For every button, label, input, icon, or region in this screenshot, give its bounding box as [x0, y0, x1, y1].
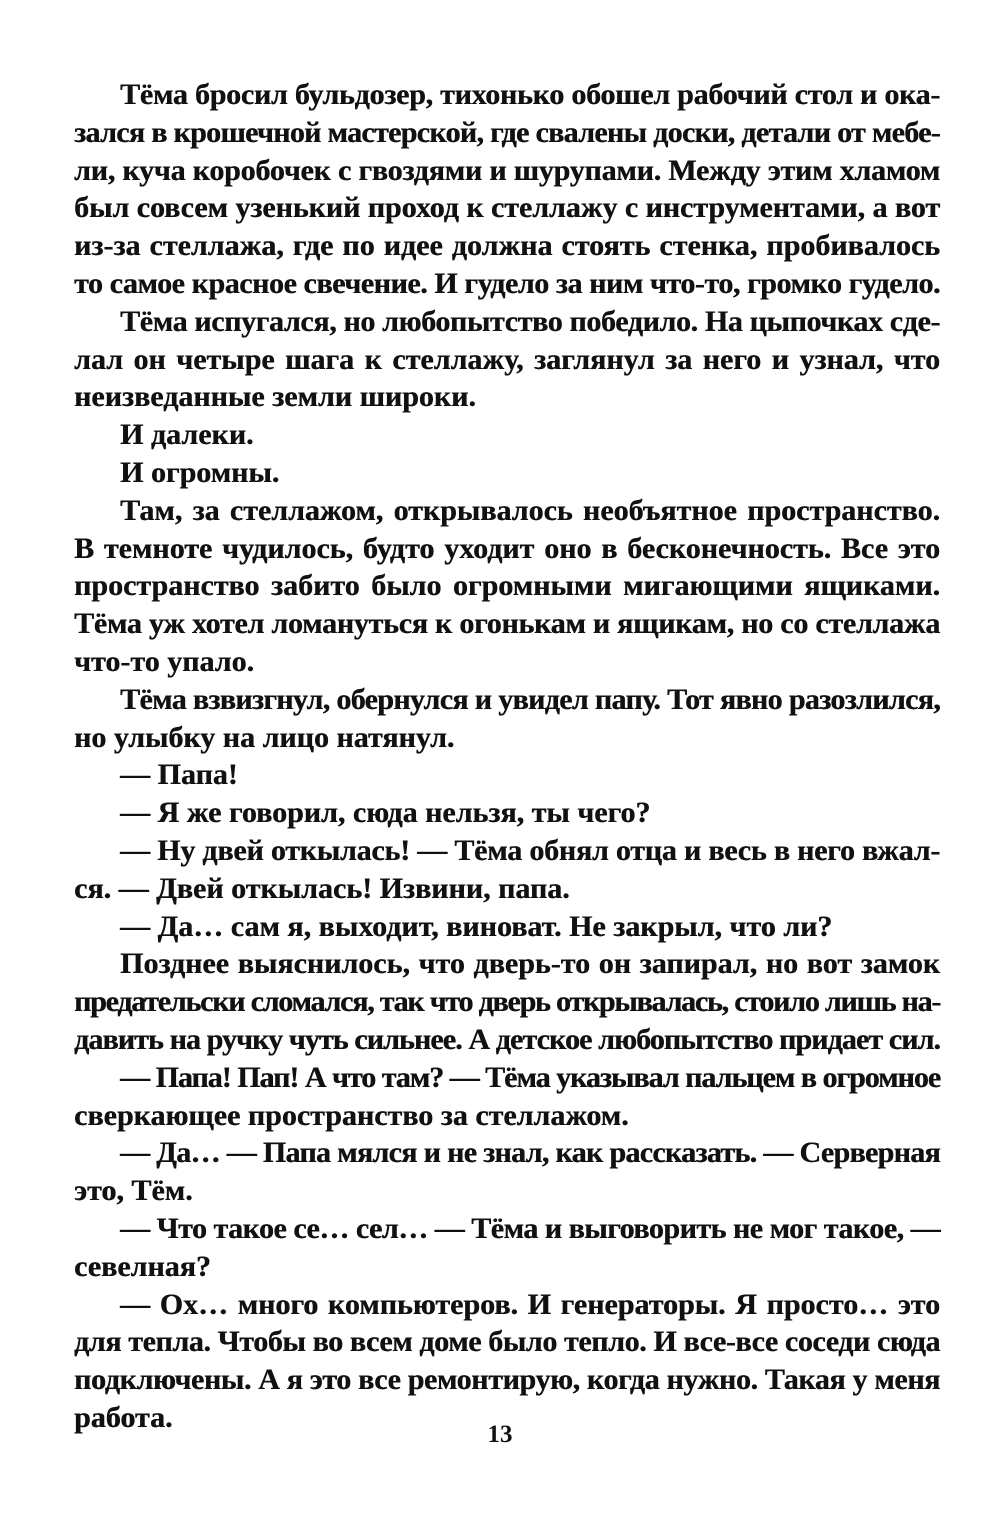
page-number: 13 [487, 1421, 513, 1448]
text-line: — Что такое се… сел… — Тёма и выговорить не мог такое, — [120, 1211, 940, 1245]
text-line: ли, куча коробочек с гвоздями и шурупами. Между этим хламом [74, 153, 940, 187]
text-line: севелная? [74, 1249, 211, 1283]
text-line: Позднее выяснилось, что дверь-то он запирал, но вот замок [120, 947, 940, 981]
text-line: пространство забито было огромными мигающими ящиками. [74, 569, 940, 603]
text-line: лал он четыре шага к стеллажу, заглянул за него и узнал, что [74, 342, 940, 376]
body-text [74, 76, 940, 1437]
text-line: И далеки. [120, 418, 254, 452]
text-line: И огромны. [120, 455, 280, 489]
text-line: Там, за стеллажом, открывалось необъятное пространство. [120, 493, 940, 527]
text-line: — Ну двей откылась! — Тёма обнял отца и весь в него вжал- [120, 833, 941, 867]
text-line: В темноте чудилось, будто уходит оно в бесконечность. Все это [74, 531, 940, 565]
text-line: работа. [74, 1400, 173, 1434]
text-line: Тёма бросил бульдозер, тихонько обошел рабочий стол и ока- [120, 78, 941, 111]
text-line: Тёма испугался, но любопытство победило. На цыпочках сде- [120, 304, 940, 338]
text-line: — Да… сам я, выходит, виноват. Не закрыл, что ли? [120, 909, 833, 943]
text-line: — Папа! Пап! А что там? — Тёма указывал пальцем в огромное [120, 1060, 940, 1094]
text-line: предательски сломался, так что дверь открывалась, стоило лишь на- [74, 985, 941, 1019]
text-line: Тёма взвизгнул, обернулся и увидел папу. Тот явно разозлился, [120, 682, 941, 716]
text-line: ся. — Двей откылась! Извини, папа. [74, 871, 570, 905]
text-line: Тёма уж хотел ломануться к огонькам и ящикам, но со стеллажа [74, 607, 940, 641]
text-line: — Ох… много компьютеров. И генераторы. Я просто… это [120, 1287, 940, 1321]
text-line: давить на ручку чуть сильнее. А детское любопытство придает сил. [74, 1022, 940, 1056]
text-line: из-за стеллажа, где по идее должна стоять стенка, пробивалось [74, 229, 940, 263]
text-line: — Я же говорил, сюда нельзя, ты чего? [120, 796, 651, 830]
text-line: зался в крошечной мастерской, где свалены доски, детали от мебе- [74, 115, 940, 149]
text-line: подключены. А я это все ремонтирую, когда нужно. Такая у меня [74, 1363, 941, 1397]
text-line: — Папа! [120, 758, 238, 792]
text-line: был совсем узенький проход к стеллажу с инструментами, а вот [74, 191, 940, 225]
text-line: то самое красное свечение. И гудело за ним что-то, громко гудело. [74, 266, 940, 300]
text-line: это, Тём. [74, 1174, 193, 1208]
text-line: для тепла. Чтобы во всем доме было тепло. И все-все соседи сюда [74, 1325, 940, 1359]
text-line: но улыбку на лицо натянул. [74, 720, 455, 754]
text-line: неизведанные земли широки. [74, 380, 476, 414]
text-line: сверкающее пространство за стеллажом. [74, 1098, 629, 1132]
text-line: что-то упало. [74, 644, 254, 678]
text-line: — Да… — Папа мялся и не знал, как рассказать. — Серверная [120, 1136, 940, 1170]
